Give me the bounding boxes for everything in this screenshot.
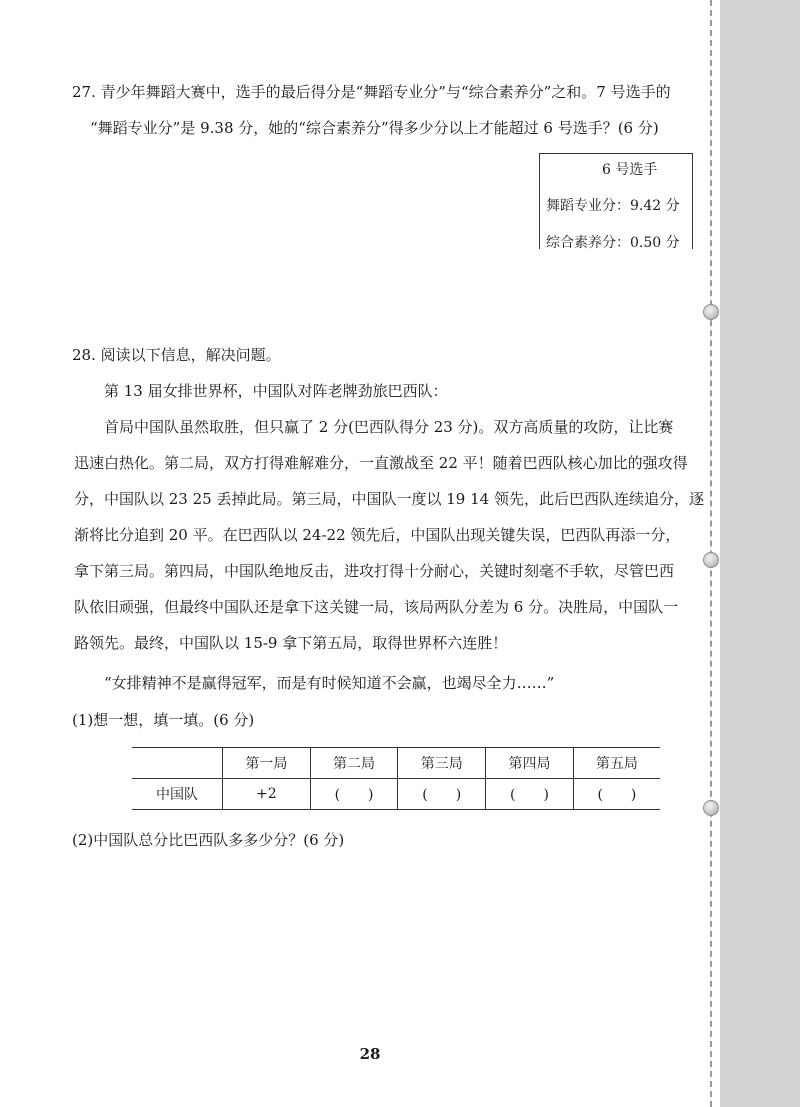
table-header-cell: 第四局 <box>486 748 574 779</box>
q28-para-line: 路领先。最终，中国队以 15-9 拿下第五局，取得世界杯六连胜！ <box>74 634 508 652</box>
binding-margin <box>720 0 800 1107</box>
q28-sub1: (1)想一想，填一填。(6 分) <box>72 711 255 729</box>
q27-line-1: 27. 青少年舞蹈大赛中，选手的最后得分是“舞蹈专业分”与“综合素养分”之和。7 号选手的 <box>72 83 671 101</box>
table-header-cell: 第二局 <box>310 748 398 779</box>
q28-para-line: 迅速白热化。第二局，双方打得难解难分，一直激战至 22 平！随着巴西队核心加比的强攻得 <box>74 454 688 472</box>
q28-para-line: 队依旧顽强，但最终中国队还是拿下这关键一局，该局两队分差为 6 分。决胜局，中国队一 <box>74 598 679 616</box>
score-box-row-dance: 舞蹈专业分：9.42 分 <box>546 198 680 214</box>
table-header-row <box>132 748 660 779</box>
q28-quote: “女排精神不是赢得冠军，而是有时候知道不会赢，也竭尽全力……” <box>104 674 555 692</box>
answer-blank[interactable]: ( ) <box>486 779 574 810</box>
q28-para-line: 拿下第三局。第四局，中国队绝地反击，进攻打得十分耐心，关键时刻毫不手软，尽管巴西 <box>74 562 675 580</box>
q27-line-2: “舞蹈专业分”是 9.38 分，她的“综合素养分”得多少分以上才能超过 6 号选手？(6 分) <box>90 119 659 137</box>
q28-sub2: (2)中国队总分比巴西队多多少分？(6 分) <box>72 831 345 849</box>
answer-blank[interactable]: ( ) <box>573 779 660 810</box>
table-row <box>132 779 660 810</box>
q28-heading: 28. 阅读以下信息，解决问题。 <box>72 346 281 364</box>
table-header-cell: 第五局 <box>573 748 660 779</box>
q28-para-line: 分，中国队以 23 25 丢掉此局。第三局，中国队一度以 19 14 领先，此后巴西队连续追分，逐 <box>74 490 704 508</box>
table-cell: +2 <box>223 779 311 810</box>
table-header-cell <box>132 748 223 779</box>
answer-blank[interactable]: ( ) <box>398 779 486 810</box>
table-row-label: 中国队 <box>132 779 223 810</box>
score-diff-table <box>132 747 660 810</box>
q28-intro: 第 13 届女排世界杯，中国队对阵老牌劲旅巴西队： <box>104 382 448 400</box>
q28-para-line: 渐将比分追到 20 平。在巴西队以 24-22 领先后，中国队出现关键失误，巴西队再添一分， <box>74 526 681 544</box>
punch-hole <box>703 800 719 816</box>
score-box-title: 6 号选手 <box>602 162 658 178</box>
table-header-cell: 第一局 <box>223 748 311 779</box>
score-box-row-overall: 综合素养分：0.50 分 <box>546 235 680 251</box>
answer-blank[interactable]: ( ) <box>310 779 398 810</box>
page-number: 28 <box>359 1045 381 1063</box>
punch-hole <box>703 552 719 568</box>
punch-hole <box>703 304 719 320</box>
q28-para-line: 首局中国队虽然取胜，但只赢了 2 分(巴西队得分 23 分)。双方高质量的攻防，让比赛 <box>104 418 674 436</box>
table-header-cell: 第三局 <box>398 748 486 779</box>
player6-score-box <box>539 153 693 249</box>
